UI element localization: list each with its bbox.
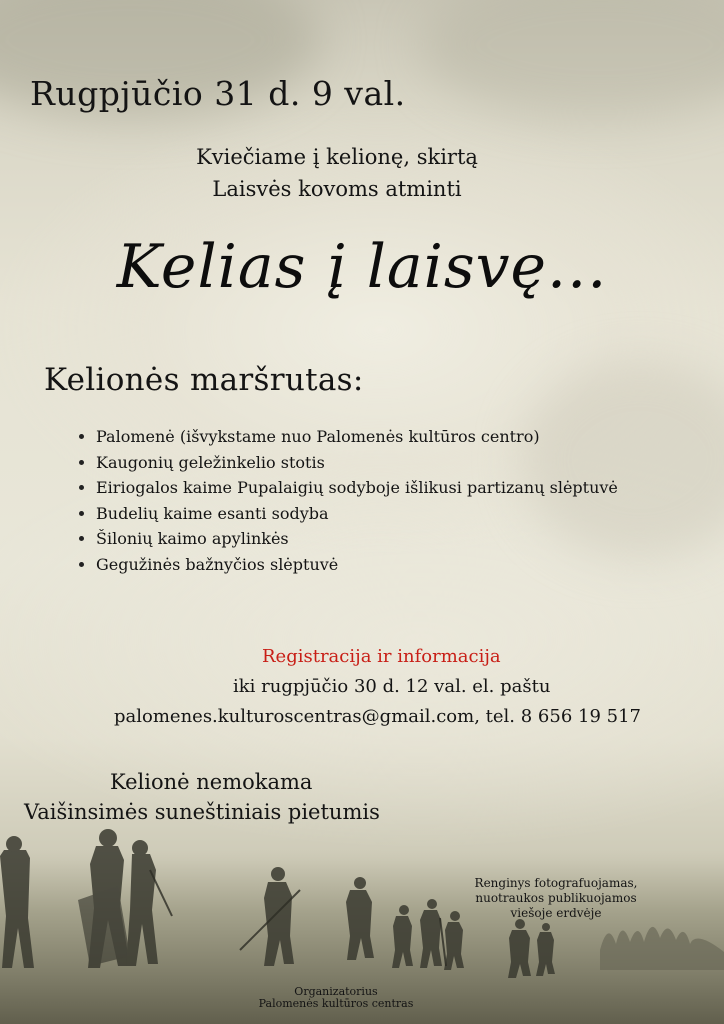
- photography-notice-line: nuotraukos publikuojamos: [475, 891, 637, 905]
- registration-contacts: palomenes.kulturoscentras@gmail.com, tel. 8 656 19 517: [114, 706, 641, 727]
- route-heading: Kelionės maršrutas:: [44, 362, 364, 398]
- registration-deadline: iki rugpjūčio 30 d. 12 val. el. paštu: [233, 676, 551, 697]
- lunch-note: Vaišinsimės suneštiniais pietumis: [24, 800, 380, 824]
- poster-title: Kelias į laisvę...: [116, 232, 608, 302]
- photography-notice: [452, 876, 660, 921]
- event-date-time: Rugpjūčio 31 d. 9 val.: [30, 74, 406, 113]
- route-item: Palomenė (išvykstame nuo Palomenės kultūros centro): [76, 424, 716, 450]
- photography-notice-line: Renginys fotografuojamas,: [474, 876, 638, 890]
- invitation-line: Kviečiame į kelionę, skirtą: [196, 145, 478, 169]
- organizer-label: Organizatorius: [294, 985, 378, 998]
- organizer-name: Palomenės kultūros centras: [258, 997, 414, 1010]
- route-item: Gegužinės bažnyčios slėptuvė: [76, 552, 716, 578]
- photography-notice-line: viešoje erdvėje: [510, 906, 602, 920]
- invitation-line: Laisvės kovoms atminti: [212, 177, 462, 201]
- registration-heading: Registracija ir informacija: [262, 646, 501, 667]
- route-item: Šilonių kaimo apylinkės: [76, 526, 716, 552]
- route-item: Budelių kaime esanti sodyba: [76, 501, 716, 527]
- route-item: Eiriogalos kaime Pupalaigių sodyboje išlikusi partizanų slėptuvė: [76, 475, 716, 501]
- free-trip-note: Kelionė nemokama: [110, 770, 313, 794]
- route-list: [76, 424, 716, 577]
- route-item: Kaugonių geležinkelio stotis: [76, 450, 716, 476]
- cloud-texture: [420, 0, 724, 120]
